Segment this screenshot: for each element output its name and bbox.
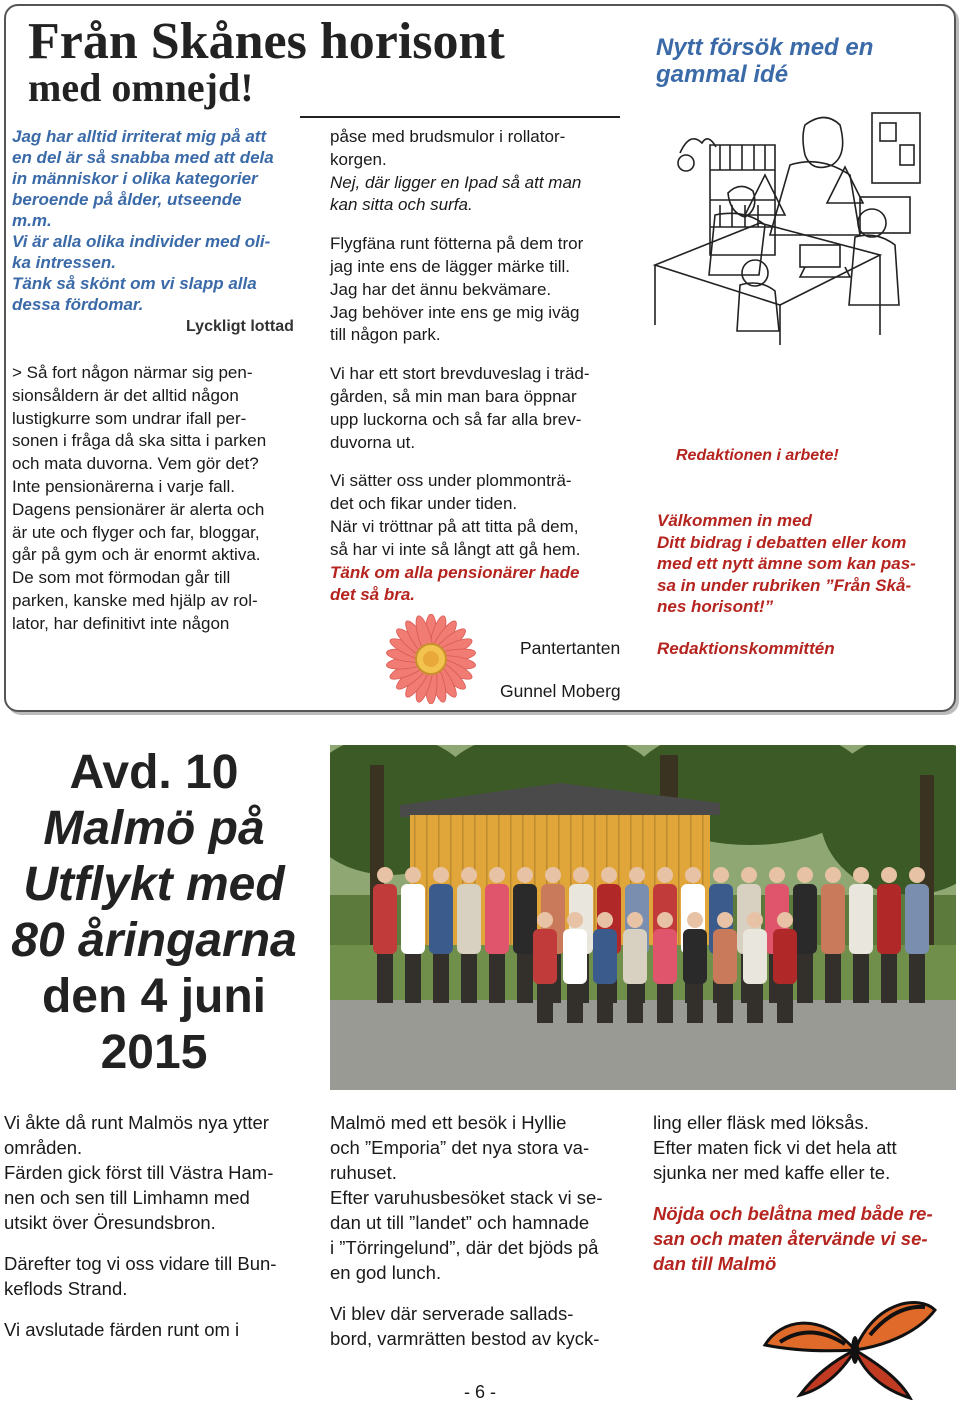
article-col3 xyxy=(653,1110,956,1276)
text-line: ling eller fläsk med löksås. xyxy=(653,1112,869,1133)
text-line: in människor i olika kategorier xyxy=(12,169,258,188)
text-line: Jag har alltid irriterat mig på att xyxy=(12,127,267,146)
article-para xyxy=(4,1251,306,1301)
headline-line: Avd. 10 xyxy=(69,746,239,799)
text-line: parken, kanske med hjälp av rol- xyxy=(12,590,258,610)
text-line: ka intressen. xyxy=(12,253,116,272)
text-line: Välkommen in med xyxy=(657,511,812,530)
text-line: Tänk så skönt om vi slapp alla xyxy=(12,274,257,293)
text-line: Vi sätter oss under plommonträ- xyxy=(330,471,572,491)
text-line: sjunka ner med kaffe eller te. xyxy=(653,1162,891,1183)
text-line: kan sitta och surfa. xyxy=(330,195,473,215)
signature-redaktionskommitten: Redaktionskommittén xyxy=(657,639,835,658)
col2-para xyxy=(330,470,626,607)
text-line: Efter maten fick vi det hela att xyxy=(653,1137,897,1158)
text-line: m.m. xyxy=(12,211,52,230)
page-subtitle: med omnejd! xyxy=(28,65,254,110)
text-line: dan ut till ”landet” och hamnade xyxy=(330,1212,590,1233)
text-line: i ”Törringelund”, där det bjöds på xyxy=(330,1237,599,1258)
text-line: Därefter tog vi oss vidare till Bun- xyxy=(4,1253,277,1274)
butterfly-icon xyxy=(760,1290,940,1400)
text-line: sa in under rubriken ”Från Skå- xyxy=(657,575,912,595)
text-line: > Så fort någon närmar sig pen- xyxy=(12,363,253,382)
text-line: till någon park. xyxy=(330,325,441,345)
editorial-illustration xyxy=(650,105,950,350)
text-line: ruhuset. xyxy=(330,1162,397,1183)
text-line: Malmö med ett besök i Hyllie xyxy=(330,1112,567,1133)
text-line: nes horisont!” xyxy=(657,597,774,616)
headline-line: den 4 juni xyxy=(41,970,266,1023)
text-line: lator, har definitivt inte någon xyxy=(12,613,230,633)
text-line: Inte pensionärerna i varje fall. xyxy=(12,476,236,496)
illustration-caption: Redaktionen i arbete! xyxy=(676,447,839,464)
text-line: är ute och flyger och far, bloggar, xyxy=(12,522,260,542)
text-line: områden. xyxy=(4,1137,83,1158)
signature-gunnel: Gunnel Moberg xyxy=(500,681,621,701)
text-line: De som mot förmodan går till xyxy=(12,568,231,588)
text-line: upp luckorna och så far alla brev- xyxy=(330,409,582,429)
flower-icon xyxy=(376,614,486,704)
headline-line: 80 åringarna xyxy=(11,914,297,967)
text-line: påse med brudsmulor i rollator- xyxy=(330,127,566,146)
text-line: så har vi inte så långt att gå hem. xyxy=(330,539,581,559)
text-line: nen och sen till Limhamn med xyxy=(4,1187,250,1208)
text-line: dessa fördomar. xyxy=(12,295,144,314)
text-line: Vi avslutade färden runt om i xyxy=(4,1319,240,1340)
article-para xyxy=(653,1201,956,1276)
intro-italic xyxy=(12,126,300,315)
text-line: san och maten återvände vi se- xyxy=(653,1228,928,1249)
text-line: sonen i fråga då ska sitta i parken xyxy=(12,431,267,451)
col2-body xyxy=(330,126,626,607)
text-line: Dagens pensionärer är alerta och xyxy=(12,499,265,519)
text-line: gården, så min man bara öppnar xyxy=(330,386,577,406)
headline-line: Utflykt med xyxy=(23,858,285,911)
signature-pantertanten: Pantertanten xyxy=(520,638,621,658)
text-line: duvorna ut. xyxy=(330,432,416,452)
text-line: Vi åkte då runt Malmös nya ytter xyxy=(4,1112,269,1133)
article-para xyxy=(330,1110,632,1285)
text-line: Ditt bidrag i debatten eller kom xyxy=(657,532,907,552)
article-col1 xyxy=(4,1110,306,1342)
signature-lyckligt: Lyckligt lottad xyxy=(186,318,294,335)
text-line: och ”Emporia” det nya stora va- xyxy=(330,1137,590,1158)
text-line: utsikt över Öresundsbron. xyxy=(4,1212,216,1233)
text-line: Flygfäna runt fötterna på dem tror xyxy=(330,234,584,254)
text-line: Jag behöver inte ens ge mig iväg xyxy=(330,302,580,322)
invite-text xyxy=(657,510,947,618)
text-line: dan till Malmö xyxy=(653,1253,777,1274)
article-para xyxy=(4,1317,306,1342)
col2-para xyxy=(330,363,626,454)
text-line: en del är så snabba med att dela xyxy=(12,148,274,167)
text-line: det så bra. xyxy=(330,585,416,605)
text-line: korgen. xyxy=(330,149,387,169)
text-line: Vi är alla olika individer med oli- xyxy=(12,232,271,251)
article-para xyxy=(330,1301,632,1351)
col1-body xyxy=(12,362,300,636)
headline-line: Malmö på xyxy=(43,802,265,855)
text-line: det och fikar under tiden. xyxy=(330,494,518,514)
text-line: lustigkurre som undrar ifall per- xyxy=(12,408,247,428)
text-line: går på gym och är enormt aktiva. xyxy=(12,545,261,565)
text-line: en god lunch. xyxy=(330,1262,442,1283)
text-line: När vi tröttnar på att titta på dem, xyxy=(330,516,579,536)
text-line: med ett nytt ämne som kan pas- xyxy=(657,554,916,573)
text-line: och mata duvorna. Vem gör det? xyxy=(12,454,259,474)
text-line: Tänk om alla pensionärer hade xyxy=(330,562,580,582)
text-line: sionsåldern är det alltid någon xyxy=(12,385,239,405)
article-col2 xyxy=(330,1110,632,1351)
col2-para xyxy=(330,233,626,347)
text-line: jag inte ens de lägger märke till. xyxy=(330,256,571,276)
text-line: keflods Strand. xyxy=(4,1278,128,1299)
col2-para xyxy=(330,126,626,217)
text-line: bord, varmrätten bestod av kyck- xyxy=(330,1328,600,1349)
text-line: Nej, där ligger en Ipad så att man xyxy=(330,172,582,192)
right-heading: Nytt försök med en gammal idé xyxy=(656,34,874,88)
article-para xyxy=(4,1110,306,1235)
page-number: - 6 - xyxy=(463,1382,496,1402)
text-line: Vi blev där serverade sallads- xyxy=(330,1303,574,1324)
page-title: Från Skånes horisont xyxy=(28,13,505,70)
text-line: Vi har ett stort brevduveslag i träd- xyxy=(330,364,590,384)
headline-line: 2015 xyxy=(100,1026,208,1079)
article-para xyxy=(653,1110,956,1185)
text-line: beroende på ålder, utseende xyxy=(12,190,242,209)
title-divider xyxy=(300,116,620,118)
text-line: Efter varuhusbesöket stack vi se- xyxy=(330,1187,603,1208)
text-line: Nöjda och belåtna med både re- xyxy=(653,1203,933,1224)
group-photo xyxy=(330,745,956,1090)
text-line: Jag har det ännu bekvämare. xyxy=(330,279,552,299)
article-headline xyxy=(4,745,304,1081)
text-line: Färden gick först till Västra Ham- xyxy=(4,1162,274,1183)
